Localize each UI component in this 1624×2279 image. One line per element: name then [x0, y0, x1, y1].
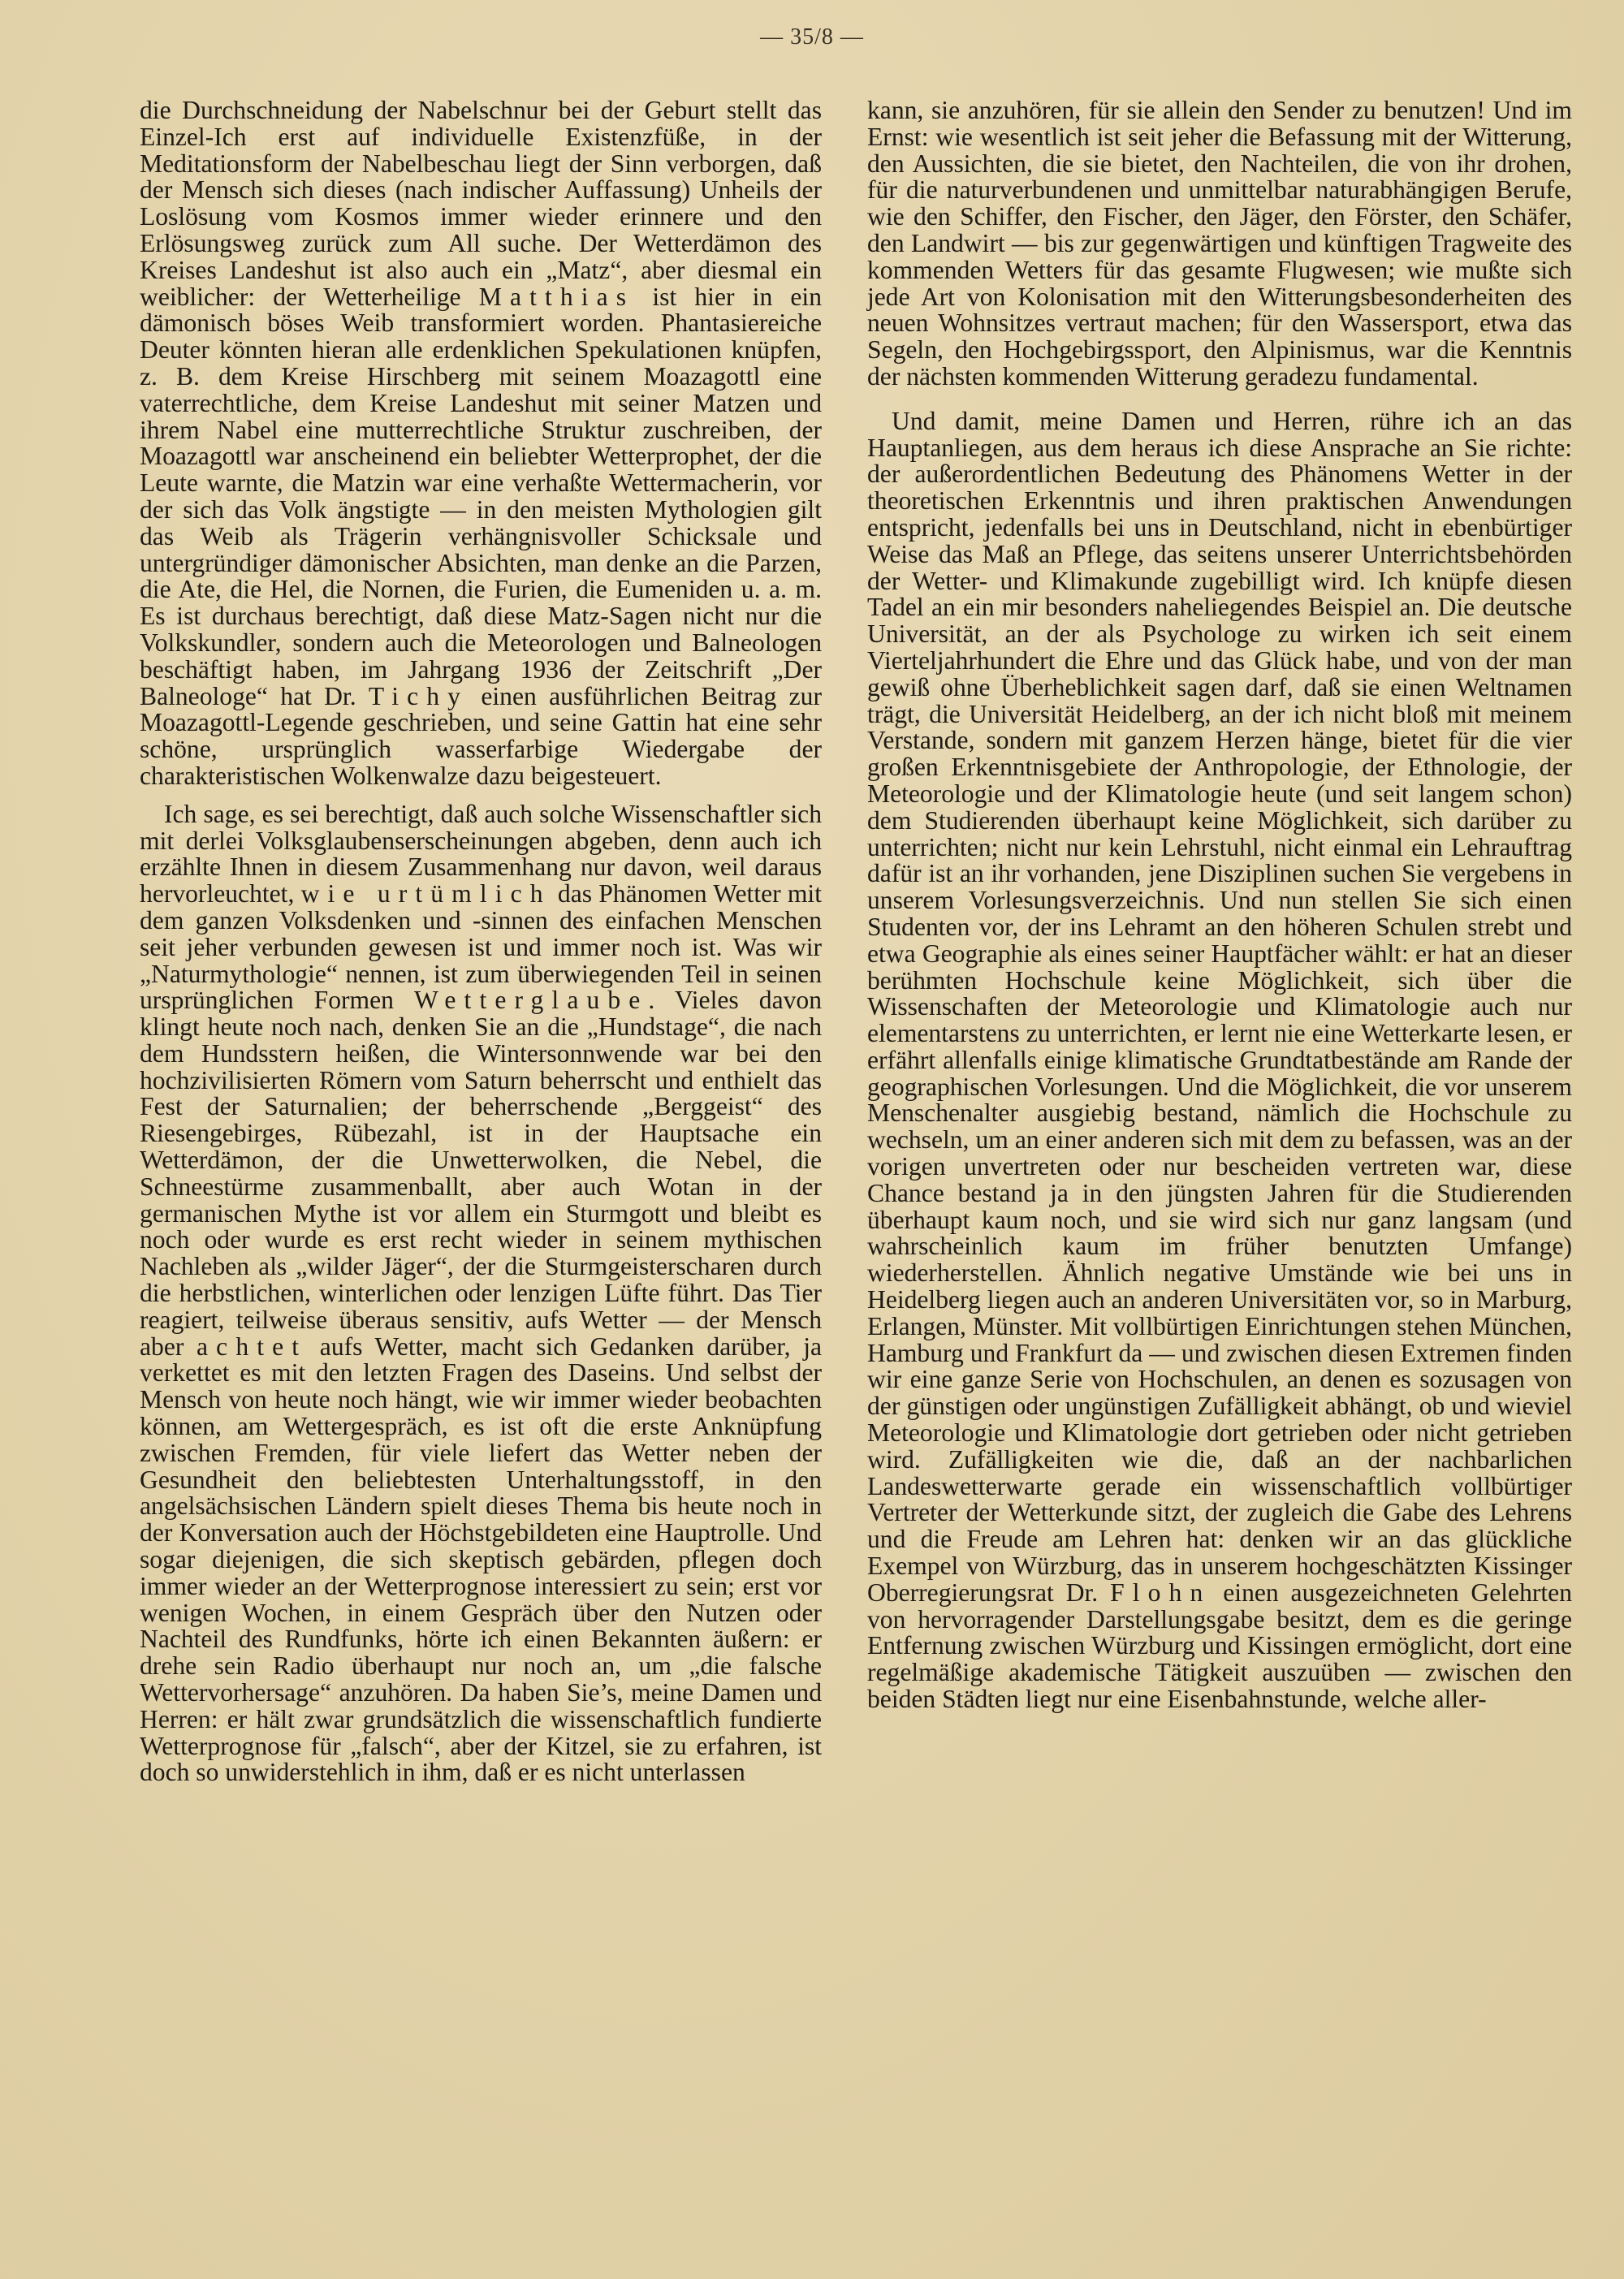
text-run: Ich sage, es sei berechtigt, daß auch solche Wissenschaftler sich mit derlei Volksglaubenserscheinungen abgeben, denn auch ich erzählte Ihnen in diesem Zusammenhang nur davon, weil daraus hervorleuchtet, — [140, 799, 822, 909]
spaced-emphasis-wetterglaube: Wetterglaube — [414, 986, 649, 1015]
spaced-emphasis-achtet: achtet — [197, 1332, 308, 1361]
text-run: ist hier in ein dämonisch böses Weib transformiert worden. Phantasiereiche Deuter könnten hieran alle erdenklichen Spekulationen knüpfen, z. B. dem Kreise Hirschberg mit seinem Moazagottl eine vaterrechtliche, dem Kreise Landeshut mit seiner Matzen und ihrem Nabel eine mutterrechtliche Struktur zuschreiben, der Moazagottl war anscheinend ein beliebter Wetterprophet, der die Leute warnte, die Matzin war eine verhaßte Wettermacherin, vor der sich das Volk ängstigte — in den meisten Mythologien gilt das Weib als Trägerin verhängnisvoller Schicksale und untergründiger dämonischer Absichten, man denke an die Parzen, die Ate, die Hel, die Nornen, die Furien, die Eumeniden u. a. m. Es ist durchaus berechtigt, daß diese Matz-Sagen nicht nur die Volkskundler, sondern auch die Meteorologen und Balneologen beschäftigt haben, im Jahrgang 1936 der Zeitschrift „Der Balneologe“ hat Dr. — [140, 282, 822, 710]
left-column — [140, 97, 822, 1786]
left-paragraph-2 — [140, 801, 822, 1786]
right-paragraph-1: kann, sie anzuhören, für sie allein den Sender zu benutzen! Und im Ernst: wie wesentlich ist seit jeher die Befassung mit der Witterung, den Aussichten, die sie bietet, den Nachteilen, die von ihr drohen, für die naturverbundenen und unmittelbar naturabhängigen Berufe, wie den Schiffer, den Fischer, den Jäger, den Förster, den Schäfer, den Landwirt — bis zur gegenwärtigen und künftigen Tragweite des kommenden Wetters für das gesamte Flugwesen; wie mußte sich jede Art von Kolonisation mit den Witterungsbesonderheiten des neuen Wohnsitzes vertraut machen; für den Wassersport, etwa das Segeln, den Hochgebirgssport, den Alpinismus, war die Kenntnis der nächsten kommenden Witterung geradezu fundamental. — [867, 96, 1572, 391]
spaced-name-matthias: Matthias — [478, 282, 635, 311]
text-run: einen ausführlichen Beitrag zur Moazagottl-Legende geschrieben, und seine Gattin hat eine sehr schöne, ursprünglich wasserfarbige Wiedergabe der charakteristischen Wolkenwalze dazu beigesteuert. — [140, 681, 822, 790]
left-paragraph-1 — [140, 97, 822, 790]
text-run: das Phänomen Wetter mit dem ganzen Volksdenken und -sinnen des einfachen Menschen seit jeher verbunden gewesen ist und immer noch ist. Was wir „Naturmythologie“ nennen, ist zum überwiegenden Teil in seinen ursprünglichen Formen — [140, 879, 822, 1015]
page-number: — 35/8 — — [760, 24, 864, 50]
spaced-name-tichy: Tichy — [368, 681, 469, 710]
text-run: die Durchschneidung der Nabelschnur bei der Geburt stellt das Einzel-Ich erst auf individuelle Existenzfüße, in der Meditationsform der Nabelbeschau liegt der Sinn verborgen, daß der Mensch sich dieses (nach indischer Auffassung) Unheils der Loslösung vom Kosmos immer wieder erinnere und den Erlösungsweg zurück zum All suche. Der Wetterdämon des Kreises Landeshut ist also auch ein „Matz“, aber diesmal ein weiblicher: der Wetterheilige — [140, 96, 822, 311]
text-run: . Vieles davon klingt heute noch nach, denken Sie an die „Hundstage“, die nach dem Hundsstern heißen, die Wintersonnwende war bei den hochzivilisierten Römern vom Saturn beherrscht und enthielt das Fest der Saturnalien; der beherrschende „Berggeist“ des Riesengebirges, Rübezahl, ist in der Hauptsache ein Wetterdämon, der die Unwetterwolken, die Nebel, die Schneestürme zusammenballt, aber auch Wotan in der germanischen Mythe ist vor allem ein Sturmgott und bleibt es noch oder wurde es erst recht wieder in seinem mythischen Nachleben als „wilder Jäger“, der die Sturmgeisterscharen durch die herbstlichen, winterlichen oder lenzigen Lüfte führt. Das Tier reagiert, teilweise überaus sensitiv, aufs Wetter — der Mensch aber — [140, 986, 822, 1361]
text-run: Und damit, meine Damen und Herren, rühre ich an das Hauptanliegen, aus dem heraus ich diese Ansprache an Sie richte: der außerordentlichen Bedeutung des Phänomens Wetter in der theoretischen Erkenntnis und ihren praktischen Anwendungen entspricht, jedenfalls bei uns in Deutschland, nicht in ebenbürtiger Weise das Maß an Pflege, das seitens unserer Unterrichtsbehörden der Wetter- und Klimakunde zugebilligt wird. Ich knüpfe diesen Tadel an ein mir besonders naheliegendes Beispiel an. Die deutsche Universität, an der als Psychologe zu wirken ich seit einem Vierteljahrhundert die Ehre und das Glück habe, und von der man gewiß ohne Überheblichkeit sagen darf, daß sie einen Weltnamen trägt, die Universität Heidelberg, an der ich nicht bloß mit meinem Verstande, sondern mit ganzem Herzen hänge, bietet für die vier großen Erkenntnisgebiete der Anthropologie, der Ethnologie, der Meteorologie und der Klimatologie heute (und seit langem schon) dem Studierenden überhaupt keine Möglichkeit, sich darüber zu unterrichten; nicht nur kein Lehrstuhl, nicht einmal ein Lehrauftrag dafür ist an ihr vorhanden, jene Disziplinen suchen Sie vergebens in unserem Vorlesungsverzeichnis. Und nun stellen Sie sich einen Studenten vor, der ins Lehramt an den höheren Schulen strebt und etwa Geographie als eines seiner Hauptfächer wählt: er hat an dieser berühmten Hochschule keine Möglichkeit, sich über die Wissenschaften der Meteorologie und Klimatologie auch nur elementarstens zu unterrichten, er lernt nie eine Wetterkarte lesen, er erfährt allenfalls einige klimatische Grundtatbestände am Rande der geographischen Vorlesungen. Und die Möglichkeit, die vor unserem Menschenalter ausgiebig bestand, nämlich die Hochschule zu wechseln, um an einer anderen sich mit dem zu befassen, was an der vorigen unvertreten oder nur bescheiden vertreten war, diese Chance bestand ja in den jüngsten Jahren für die Studierenden überhaupt kaum noch, und sie wird sich nur ganz langsam (und wahrscheinlich kaum im früher benutzten Umfange) wiederherstellen. Ähnlich negative Umstände wie bei uns in Heidelberg liegen auch an anderen Universitäten vor, so in Marburg, Erlangen, Münster. Mit vollbürtigen Einrichtungen stehen München, Hamburg und Frankfurt da — und zwischen diesen Extremen finden wir eine ganze Serie von Hochschulen, an denen es sozusagen von der günstigen oder ungünstigen Zufälligkeit abhängt, ob und wieviel Meteorologie und Klimatologie dort getrieben oder nicht getrieben wird. Zufälligkeiten wie die, daß an der nachbarlichen Landeswetterwarte gerade ein wissenschaftlich vollbürtiger Vertreter der Wetterkunde sitzt, der zugleich die Gabe des Lehrens und die Freude am Lehren hat: denken wir an das glückliche Exempel von Würzburg, das in unserem hochgeschätzten Kissinger Oberregierungsrat Dr. — [867, 406, 1572, 1607]
text-run: aufs Wetter, macht sich Gedanken darüber, ja verkettet es mit den letzten Fragen des Daseins. Und selbst der Mensch von heute noch hängt, wie wir immer wieder beobachten können, am Wettergespräch, es ist oft die erste Anknüpfung zwischen Fremden, für viele liefert das Wetter neben der Gesundheit den beliebtesten Unterhaltungsstoff, in den angelsächsischen Ländern spielt dieses Thema bis heute noch in der Konversation auch der Höchstgebildeten eine Hauptrolle. Und sogar diejenigen, die sich skeptisch gebärden, pflegen doch immer wieder an der Wetterprognose interessiert zu sein; erst vor wenigen Wochen, in einem Gespräch über den Nutzen oder Nachteil des Rundfunks, hörte ich einen Bekannten äußern: er drehe sein Radio überhaupt nur noch an, um „die falsche Wettervorhersage“ anzuhören. Da haben Sie’s, meine Damen und Herren: er hält zwar grundsätzlich die wissenschaftlich fundierte Wetterprognose für „falsch“, aber der Kitzel, sie zu erfahren, ist doch so unwiderstehlich in ihm, daß er es nicht unterlassen — [140, 1332, 822, 1787]
right-column — [867, 97, 1572, 1713]
spaced-emphasis-wie-urtuemlich: wie urtümlich — [300, 879, 551, 909]
right-paragraph-2 — [867, 408, 1572, 1713]
spaced-name-flohn: Flohn — [1110, 1578, 1212, 1607]
text-run: einen ausgezeichneten Gelehrten von hervorragender Darstellungsgabe besitzt, dem es die geringe Entfernung zwischen Würzburg und Kissingen ermöglicht, dort eine regelmäßige akademische Tätigkeit auszuüben — zwischen den beiden Städten liegt nur eine Eisenbahnstunde, welche aller- — [867, 1578, 1572, 1714]
